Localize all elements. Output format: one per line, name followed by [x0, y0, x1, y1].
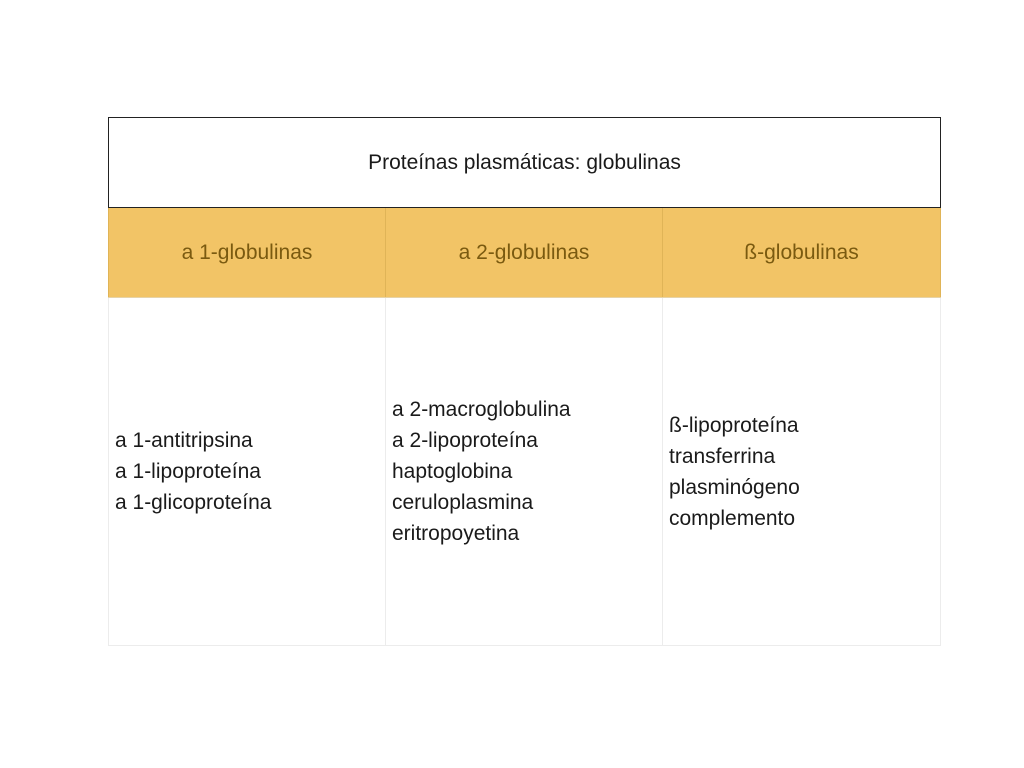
beta-list — [663, 298, 941, 646]
list-item: a 2-lipoproteína — [392, 429, 538, 452]
table-title: Proteínas plasmáticas: globulinas — [109, 118, 941, 208]
list-item: plasminógeno — [669, 475, 800, 499]
list-item: ceruloplasmina — [392, 491, 534, 514]
alpha1-list — [109, 298, 386, 646]
header-beta-globulins: ß-globulinas — [663, 208, 941, 298]
list-item: ß-lipoproteína — [669, 413, 799, 437]
list-item: haptoglobina — [392, 460, 513, 483]
globulins-table — [108, 117, 941, 646]
content-row — [109, 298, 941, 646]
header-alpha2-globulins: a 2-globulinas — [386, 208, 663, 298]
title-row — [109, 118, 941, 208]
list-item: eritropoyetina — [392, 522, 520, 545]
alpha2-list — [386, 298, 663, 646]
list-item: complemento — [669, 506, 796, 530]
list-item: transferrina — [669, 444, 776, 468]
list-item: a 1-lipoproteína — [115, 460, 261, 483]
list-item: a 1-antitripsina — [115, 429, 253, 452]
list-item: a 1-glicoproteína — [115, 491, 272, 514]
header-row — [109, 208, 941, 298]
list-item: a 2-macroglobulina — [392, 398, 571, 421]
header-alpha1-globulins: a 1-globulinas — [109, 208, 386, 298]
